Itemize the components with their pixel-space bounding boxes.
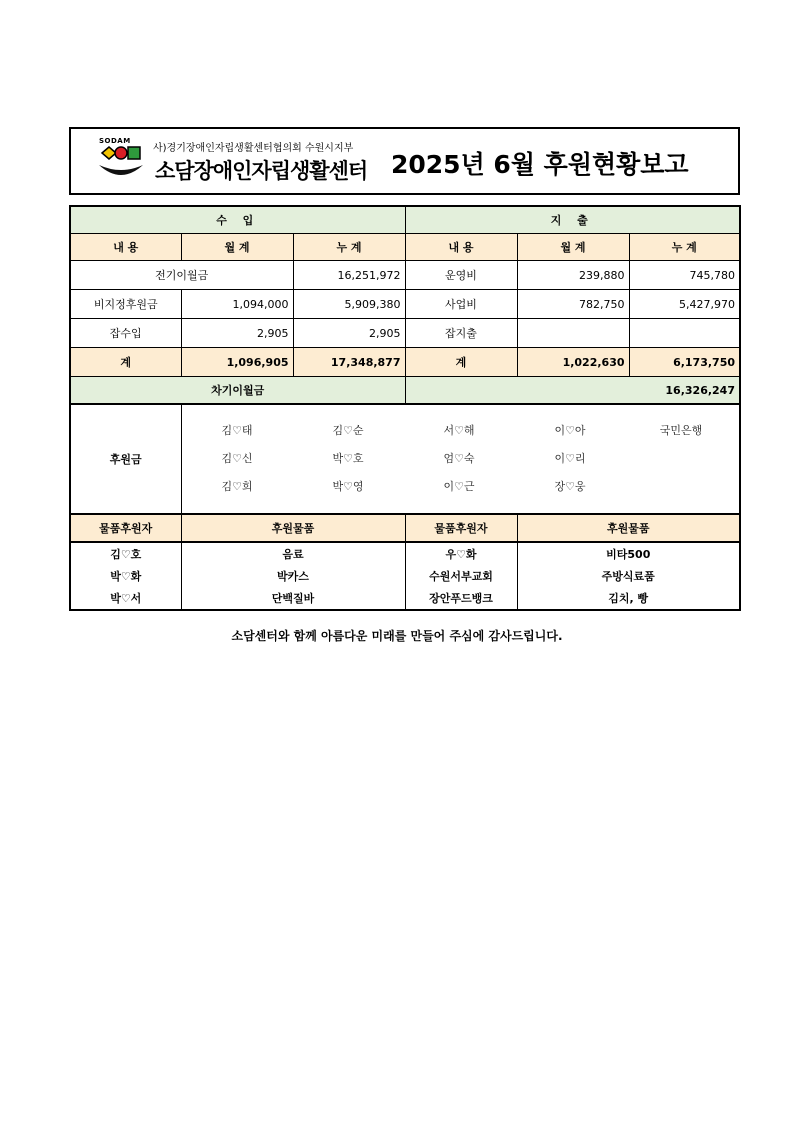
income-cumulative: 2,905 — [293, 319, 405, 348]
expense-cumulative: 5,427,970 — [629, 290, 740, 319]
logo-mark-icon — [97, 145, 145, 183]
income-total-month: 1,096,905 — [181, 348, 293, 377]
logo-brand: SODAM — [99, 137, 131, 145]
expense-total-label: 계 — [405, 348, 517, 377]
goods-item: 비타500 — [517, 542, 740, 565]
donors-list — [181, 404, 740, 514]
expense-total-cumulative: 6,173,750 — [629, 348, 740, 377]
thank-you-note: 소담센터와 함께 아름다운 미래를 만들어 주심에 감사드립니다. — [231, 629, 563, 643]
goods-item: 주방식료품 — [517, 565, 740, 587]
income-item: 전기이월금 — [70, 261, 293, 290]
donor-name: 김♡신 — [221, 452, 253, 465]
goods-donor: 장안푸드뱅크 — [405, 587, 517, 610]
expense-item: 운영비 — [405, 261, 517, 290]
donor-name: 박♡호 — [332, 452, 364, 465]
expense-col-item: 내 용 — [405, 234, 517, 261]
goods-item: 김치, 빵 — [517, 587, 740, 610]
expense-col-cumulative: 누 계 — [629, 234, 740, 261]
donor-name: 김♡태 — [221, 424, 253, 437]
expense-section-header: 지 출 — [405, 206, 740, 234]
income-section-header: 수 입 — [70, 206, 405, 234]
donor-name: 이♡근 — [443, 480, 475, 493]
income-total-label: 계 — [70, 348, 181, 377]
goods-donor: 박♡서 — [70, 587, 181, 610]
donor-name: 이♡리 — [554, 452, 586, 465]
income-item: 비지정후원금 — [70, 290, 181, 319]
expense-month: 239,880 — [517, 261, 629, 290]
income-col-cumulative: 누 계 — [293, 234, 405, 261]
income-cumulative: 16,251,972 — [293, 261, 405, 290]
expense-cumulative — [629, 319, 740, 348]
goods-col-goods-right: 후원물품 — [517, 514, 740, 542]
donors-label: 후원금 — [70, 404, 181, 514]
goods-donor: 우♡화 — [405, 542, 517, 565]
goods-col-donor-right: 물품후원자 — [405, 514, 517, 542]
donor-name: 김♡희 — [221, 480, 253, 493]
donor-name: 엄♡숙 — [443, 452, 475, 465]
carryover-value: 16,326,247 — [405, 377, 740, 405]
donor-name: 박♡영 — [332, 480, 364, 493]
goods-donor: 김♡호 — [70, 542, 181, 565]
income-month: 1,094,000 — [181, 290, 293, 319]
donor-name: 이♡아 — [554, 424, 586, 437]
expense-total-month: 1,022,630 — [517, 348, 629, 377]
logo-org-name: 사)경기장애인자립생활센터협의회 수원시지부 — [153, 143, 354, 154]
donor-name: 김♡순 — [332, 424, 364, 437]
income-col-item: 내 용 — [70, 234, 181, 261]
income-total-cumulative: 17,348,877 — [293, 348, 405, 377]
expense-col-month: 월 계 — [517, 234, 629, 261]
donor-name — [626, 473, 737, 501]
finance-table — [69, 205, 741, 611]
expense-month: 782,750 — [517, 290, 629, 319]
expense-item: 사업비 — [405, 290, 517, 319]
expense-month — [517, 319, 629, 348]
center-logo — [93, 135, 368, 187]
donor-name: 국민은행 — [659, 424, 703, 437]
expense-cumulative: 745,780 — [629, 261, 740, 290]
report-header — [69, 127, 740, 195]
income-item: 잡수입 — [70, 319, 181, 348]
carryover-label: 차기이월금 — [70, 377, 405, 405]
goods-item: 단백질바 — [181, 587, 405, 610]
income-cumulative: 5,909,380 — [293, 290, 405, 319]
donor-name: 장♡웅 — [554, 480, 586, 493]
donor-name: 서♡해 — [443, 424, 475, 437]
goods-item: 음료 — [181, 542, 405, 565]
donor-name — [626, 445, 737, 473]
logo-center-name: 소담장애인자립생활센터 — [155, 158, 368, 183]
income-month: 2,905 — [181, 319, 293, 348]
expense-item: 잡지출 — [405, 319, 517, 348]
goods-donor: 박♡화 — [70, 565, 181, 587]
goods-donor: 수원서부교회 — [405, 565, 517, 587]
income-col-month: 월 계 — [181, 234, 293, 261]
goods-item: 박카스 — [181, 565, 405, 587]
report-title: 2025년 6월 후원현황보고 — [391, 150, 689, 179]
goods-col-donor-left: 물품후원자 — [70, 514, 181, 542]
goods-col-goods-left: 후원물품 — [181, 514, 405, 542]
